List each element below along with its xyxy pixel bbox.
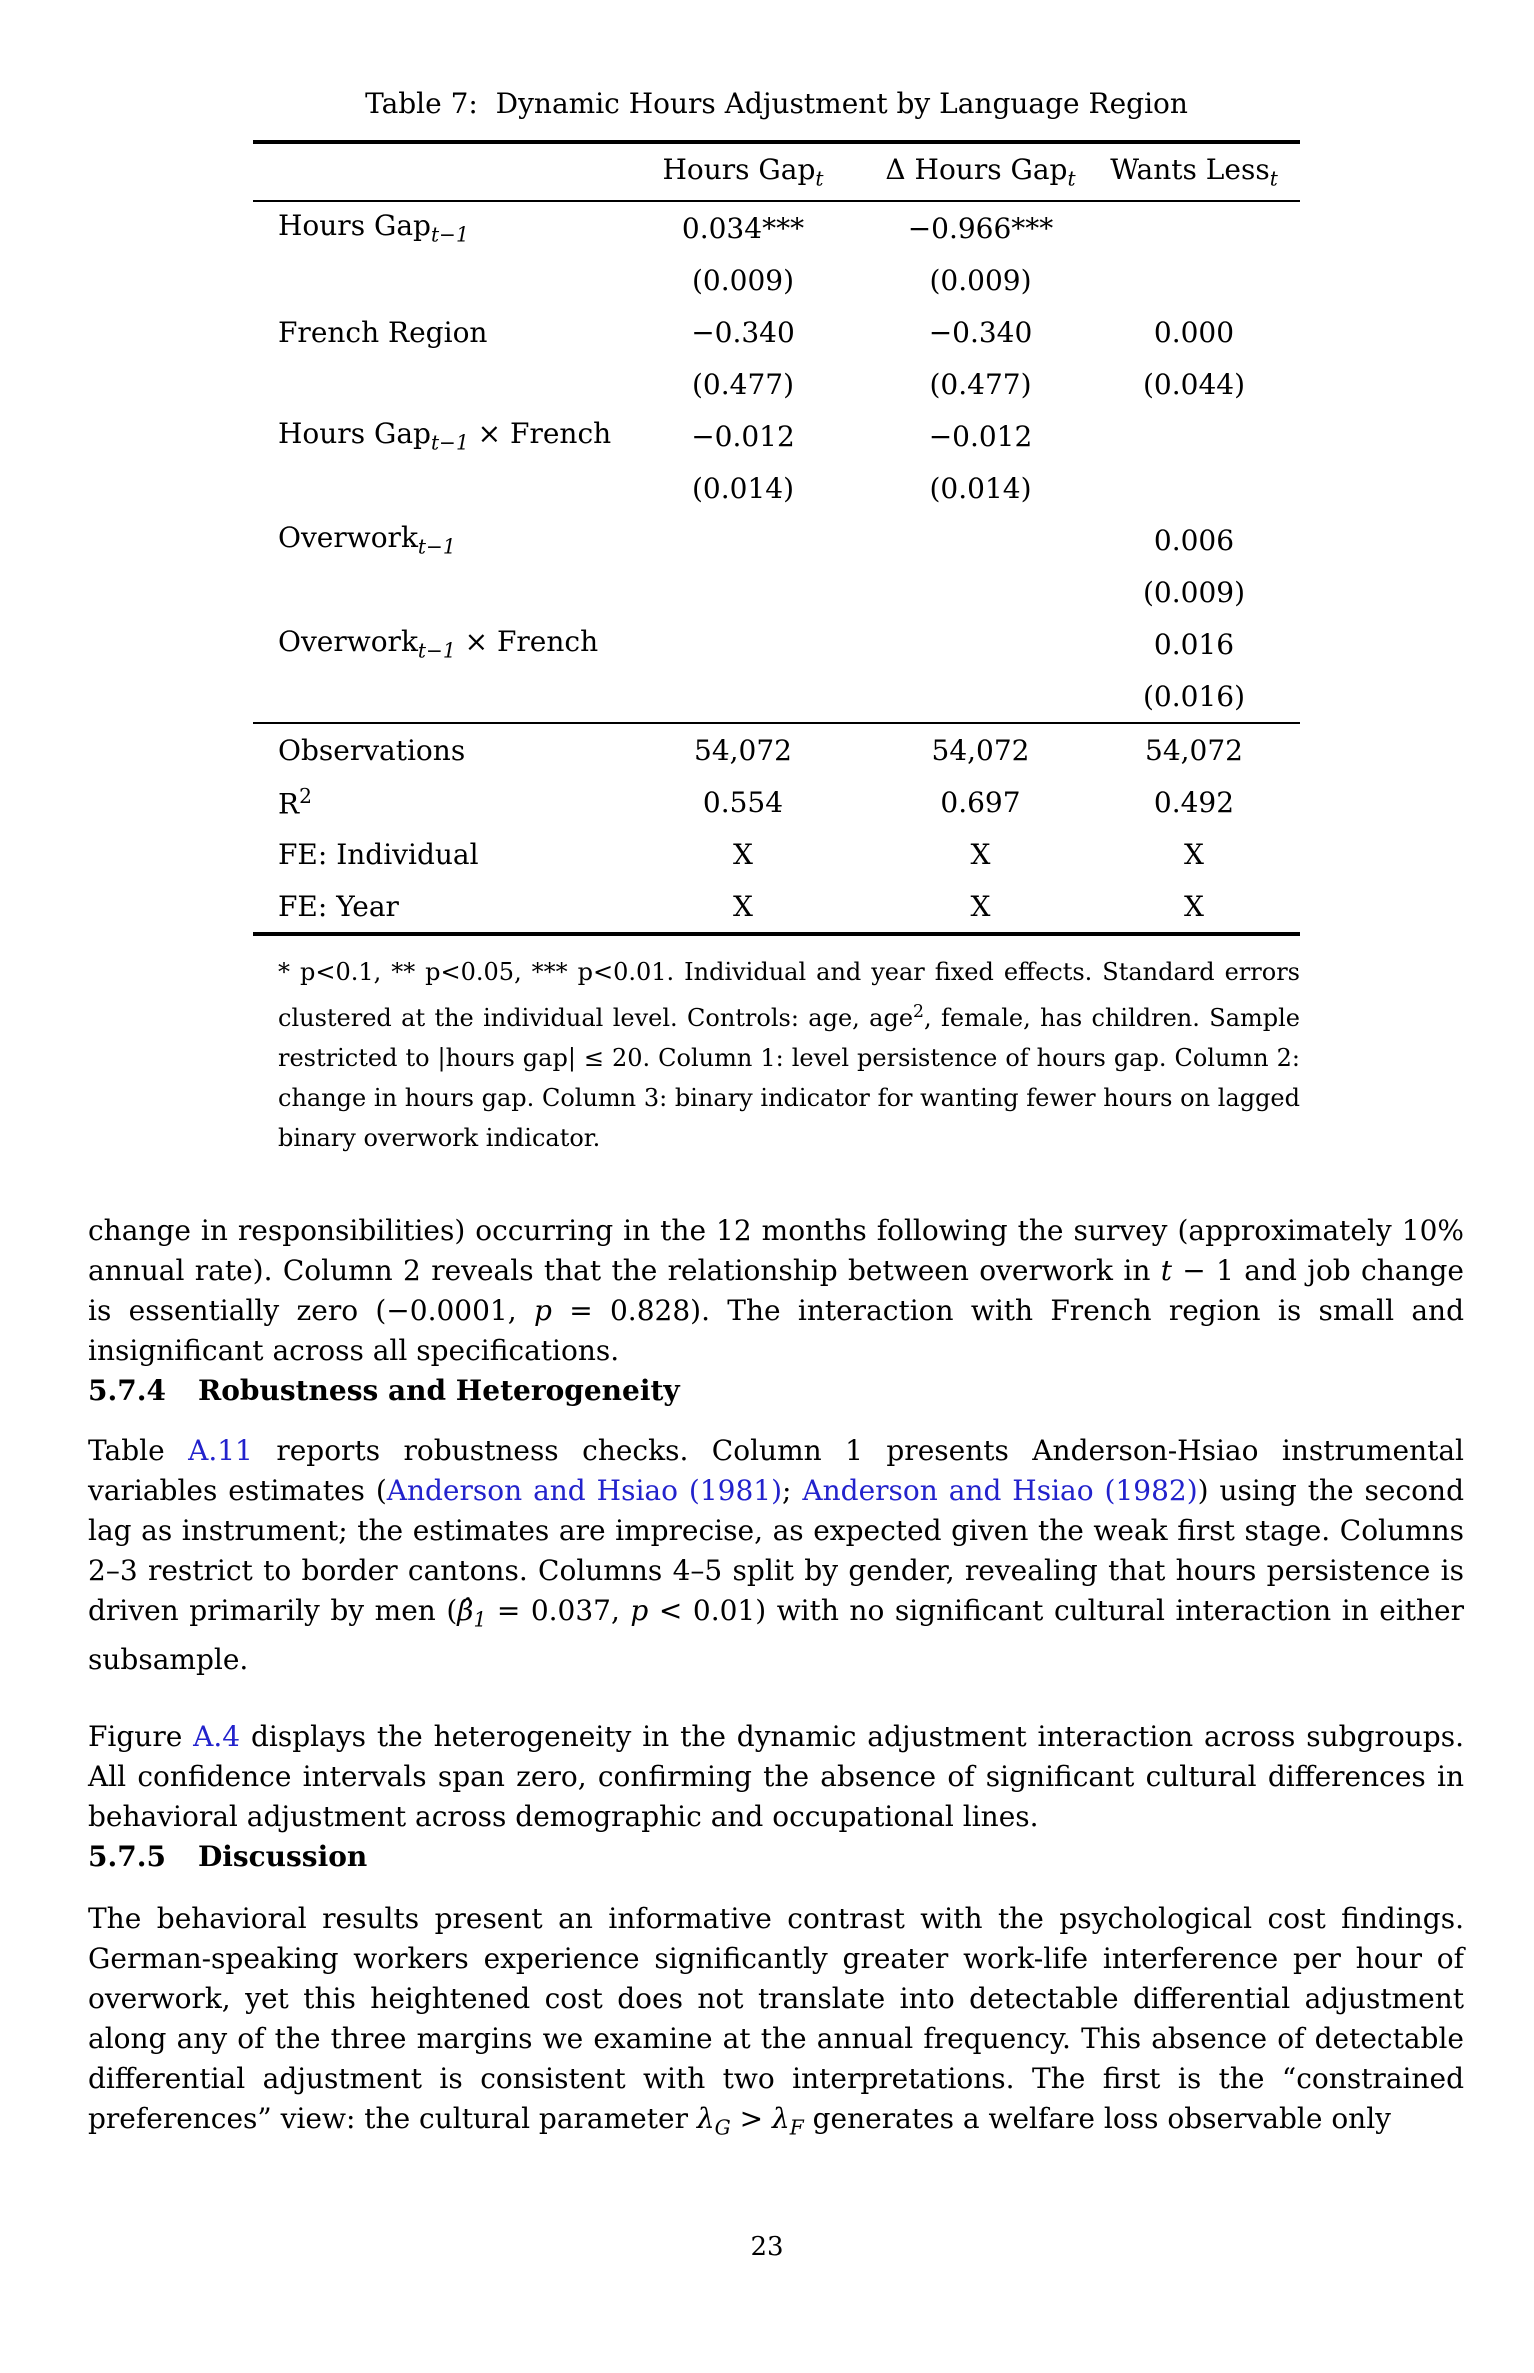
math-sub-1: 1 bbox=[473, 1607, 487, 1632]
table-row-overwork-french bbox=[253, 618, 1300, 670]
se-cell: (0.044) bbox=[1142, 367, 1245, 401]
table-bottom-rule bbox=[253, 932, 1300, 936]
coef-cell: 0.000 bbox=[1153, 315, 1235, 349]
row-label: FE: Individual bbox=[278, 837, 479, 871]
figure-ref-link-a4[interactable]: A.4 bbox=[193, 1719, 241, 1753]
table-row-se bbox=[253, 358, 1300, 410]
row-label: Hours Gap$_{t-1}$ bbox=[278, 209, 469, 247]
math-var-p: p bbox=[630, 1594, 649, 1627]
row-label: Observations bbox=[278, 733, 466, 767]
row-label: French Region bbox=[278, 315, 488, 349]
coef-cell: −0.966*** bbox=[907, 211, 1054, 245]
table-row-fe-individual bbox=[253, 828, 1300, 880]
col-header-hours-gap: Hours Gap$_t$ bbox=[662, 153, 824, 191]
se-cell: (0.016) bbox=[1142, 679, 1245, 713]
section-title: Robustness and Heterogeneity bbox=[197, 1374, 680, 1407]
paragraph-figure-heterogeneity: Figure A.4 displays the heterogeneity in the dynamic adjustment interaction across subgroups. All confidence intervals span zero, confirming the absence of significant cultural differences in behavioral adjustment across demographic and occupational lines. bbox=[88, 1719, 1464, 1833]
citation-link-anderson-hsiao-1981[interactable]: Anderson and Hsiao (1981) bbox=[386, 1474, 783, 1507]
table-row-fe-year bbox=[253, 880, 1300, 932]
se-cell: (0.009) bbox=[691, 263, 794, 297]
row-label: Overwork$_{t-1}$ bbox=[278, 521, 456, 559]
page-number: 23 bbox=[750, 2232, 784, 2262]
table-7-float bbox=[253, 86, 1300, 1158]
math-var-p: p bbox=[533, 1294, 552, 1327]
se-cell: (0.014) bbox=[929, 471, 1032, 505]
se-cell: (0.477) bbox=[929, 367, 1032, 401]
table-row-overwork-lag bbox=[253, 514, 1300, 566]
section-number: 5.7.5 bbox=[88, 1839, 166, 1873]
coef-cell: 0.006 bbox=[1153, 523, 1235, 557]
table-row-r-squared bbox=[253, 776, 1300, 828]
stat-cell: 54,072 bbox=[1145, 733, 1243, 767]
se-cell: (0.009) bbox=[1142, 575, 1245, 609]
coef-cell: 0.034*** bbox=[681, 211, 805, 245]
math-sub-g: G bbox=[714, 2115, 731, 2140]
section-number: 5.7.4 bbox=[88, 1374, 166, 1407]
table-row-observations bbox=[253, 724, 1300, 776]
citation-link-anderson-hsiao-1982[interactable]: Anderson and Hsiao (1982) bbox=[802, 1474, 1198, 1507]
stat-cell: 54,072 bbox=[931, 733, 1030, 767]
paragraph-robustness: Table A.11 reports robustness checks. Column 1 presents Anderson-Hsiao instrumental variables estimates (Anderson and Hsiao (1981); Anderson and Hsiao (1982)) using the second lag as instrument; the estimates are imprecise, as expected given the weak first stage. Columns 2–3 restrict to border cantons. Columns 4–5 split by gender, revealing that hours persistence is driven primarily by men ($\betâ_1 = 0.037$, p < 0.01) with no significant cultural interaction in either subsample. bbox=[88, 1434, 1464, 1676]
table-row-hours-gap-lag bbox=[253, 202, 1300, 254]
stat-cell: X bbox=[1184, 889, 1204, 923]
stat-cell: 54,072 bbox=[694, 733, 792, 767]
table-row-se bbox=[253, 670, 1300, 722]
coef-cell: −0.012 bbox=[928, 419, 1033, 453]
row-label: FE: Year bbox=[278, 889, 399, 923]
coef-cell: −0.012 bbox=[691, 419, 795, 453]
superscript-2: 2 bbox=[913, 1002, 925, 1022]
stat-cell: 0.697 bbox=[940, 785, 1021, 819]
table-row-se bbox=[253, 254, 1300, 306]
row-label: $R^2$ bbox=[278, 783, 312, 821]
heading-5-7-4 bbox=[88, 1371, 1534, 1411]
table-header-row bbox=[253, 144, 1300, 200]
table-ref-link-a11[interactable]: A.11 bbox=[188, 1434, 253, 1467]
math-var-lambda-g: λ bbox=[696, 2101, 715, 2135]
col-header-delta-hours-gap: Δ Hours Gap$_t$ bbox=[885, 153, 1076, 191]
stat-cell: X bbox=[733, 889, 753, 923]
table-row-hours-gap-french bbox=[253, 410, 1300, 462]
math-sub-f: F bbox=[789, 2115, 804, 2140]
row-label: Hours Gap$_{t-1}$ × French bbox=[278, 417, 612, 455]
se-cell: (0.009) bbox=[929, 263, 1032, 297]
coef-cell: −0.340 bbox=[928, 315, 1033, 349]
table-row-se bbox=[253, 462, 1300, 514]
stat-cell: 0.492 bbox=[1153, 785, 1235, 819]
section-title: Discussion bbox=[197, 1839, 368, 1873]
math-var-lambda-f: λ bbox=[771, 2101, 790, 2135]
stat-cell: X bbox=[970, 889, 991, 923]
stat-cell: X bbox=[970, 837, 991, 871]
coef-cell: 0.016 bbox=[1153, 627, 1235, 661]
table-7-caption: Table 7: Dynamic Hours Adjustment by Language Region bbox=[365, 87, 1188, 120]
table-row-french-region bbox=[253, 306, 1300, 358]
table-7 bbox=[253, 140, 1300, 936]
se-cell: (0.477) bbox=[691, 367, 794, 401]
table-row-se bbox=[253, 566, 1300, 618]
col-header-wants-less: Wants Less$_t$ bbox=[1110, 153, 1278, 191]
paragraph-overwork-results: change in responsibilities) occurring in the 12 months following the survey (approximately 10% annual rate). Column 2 reveals that the relationship between overwork in t − 1 and job change is essentially zero (−0.0001, p = 0.828). The interaction with French region is small and insignificant across all specifications. bbox=[88, 1214, 1464, 1367]
heading-5-7-5 bbox=[88, 1837, 1534, 1877]
paragraph-discussion: The behavioral results present an informative contrast with the psychological cost findings. German-speaking workers experience significantly greater work-life interference per hour of overwork, yet this heightened cost does not translate into detectable differential adjustment along any of the three margins we examine at the annual frequency. This absence of detectable differential adjustment is consistent with two interpretations. The first is the “constrained preferences” view: the cultural parameter $\lambda_G > \lambda_F$ generates a welfare loss observable only bbox=[88, 1901, 1464, 2140]
row-label: Overwork$_{t-1}$ × French bbox=[278, 625, 599, 663]
stat-cell: X bbox=[733, 837, 753, 871]
coef-cell: −0.340 bbox=[691, 315, 795, 349]
stat-cell: 0.554 bbox=[702, 785, 784, 819]
table-7-note: * p<0.1, ** p<0.05, *** p<0.01. Individual and year fixed effects. Standard errors clustered at the individual level. Controls: age, age$^2$, female, has children. Sample restricted to |hours gap| ≤ 20. Column 1: level persistence of hours gap. Column 2: change in hours gap. Column 3: binary indicator for wanting fewer hours on lagged binary overwork indicator. bbox=[278, 958, 1301, 1152]
stat-cell: X bbox=[1184, 837, 1204, 871]
math-var-beta-hat: β̂ bbox=[457, 1594, 474, 1627]
se-cell: (0.014) bbox=[691, 471, 794, 505]
math-var-t: t bbox=[1160, 1254, 1172, 1287]
